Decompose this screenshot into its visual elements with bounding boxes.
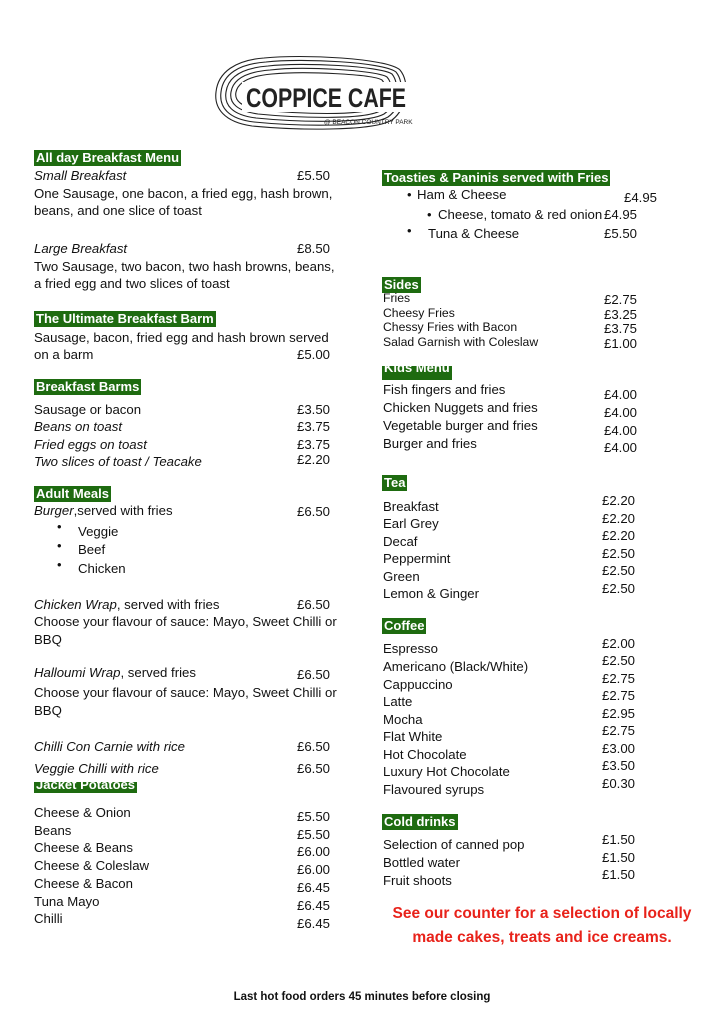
coffee-price: £2.00 (602, 636, 636, 651)
bullet-icon: • (407, 223, 412, 238)
cold-drink-price: £1.50 (602, 850, 636, 865)
tea-name: Decaf (383, 534, 418, 549)
menu-item-price: £3.75 (297, 419, 331, 434)
promo-line-1: See our counter for a selection of locally (392, 905, 692, 922)
closing-notice: Last hot food orders 45 minutes before closing (233, 991, 491, 1003)
veggie-chilli-name: Veggie Chilli with rice (34, 761, 159, 776)
tea-name: Peppermint (383, 551, 451, 566)
toasties-header: Toasties & Paninis served with Fries (384, 170, 609, 185)
coffee-price: £2.75 (602, 688, 636, 703)
side-name: Chessy Fries with Bacon (383, 320, 518, 334)
adult-meals-header: Adult Meals (36, 486, 109, 501)
coffee-name: Flavoured syrups (383, 782, 485, 797)
menu-item-name: Cheese & Onion (34, 805, 131, 820)
coffee-name: Espresso (383, 641, 438, 656)
toastie-name: Cheese, tomato & red onion (438, 207, 603, 222)
menu-item-price: £5.50 (297, 809, 331, 824)
tea-header: Tea (384, 475, 406, 490)
bullet-icon: • (407, 187, 412, 202)
halloumi-wrap-desc: , served fries (120, 665, 196, 680)
bullet-icon: • (57, 519, 62, 534)
chicken-wrap-name: Chicken Wrap (34, 597, 117, 612)
menu-item-price: £3.75 (297, 437, 331, 452)
coffee-header: Coffee (384, 618, 425, 633)
chilli-con-carne-name: Chilli Con Carnie with rice (34, 739, 185, 754)
kids-item-name: Burger and fries (383, 436, 477, 451)
cold-drinks-header: Cold drinks (384, 814, 456, 829)
tea-price: £2.20 (602, 528, 636, 543)
burger-option: Veggie (78, 524, 119, 539)
menu-item-name: Two slices of toast / Teacake (34, 454, 202, 469)
kids-menu-header: Kids Menu (382, 366, 452, 380)
burger-price: £6.50 (297, 504, 331, 519)
menu-item-price: £6.00 (297, 862, 331, 877)
coffee-price: £3.00 (602, 741, 636, 756)
tea-name: Green (383, 569, 420, 584)
side-name: Cheesy Fries (383, 306, 455, 320)
menu-item-price: £6.00 (297, 844, 331, 859)
menu-item-name: Chilli (34, 911, 63, 926)
coffee-name: Cappuccino (383, 677, 453, 692)
halloumi-wrap-line (34, 664, 196, 681)
large-breakfast-price: £8.50 (297, 241, 331, 256)
menu-item-price: £6.45 (297, 898, 331, 913)
tea-price: £2.20 (602, 511, 636, 526)
side-price: £3.25 (604, 307, 638, 322)
side-price: £1.00 (604, 336, 638, 351)
ultimate-barm-header: The Ultimate Breakfast Barm (36, 311, 214, 326)
svg-text:@ BEACON COUNTRY PARK: @ BEACON COUNTRY PARK (324, 119, 413, 126)
toastie-name: Tuna & Cheese (428, 226, 520, 241)
tea-price: £2.50 (602, 581, 636, 596)
coffee-name: Luxury Hot Chocolate (383, 764, 510, 779)
ultimate-barm-desc: Sausage, bacon, fried egg and hash brown served (34, 330, 329, 345)
menu-item-name: Beans on toast (34, 419, 122, 434)
cold-drink-price: £1.50 (602, 832, 636, 847)
side-name: Salad Garnish with Coleslaw (383, 335, 539, 349)
coffee-price: £3.50 (602, 758, 636, 773)
halloumi-wrap-price: £6.50 (297, 667, 331, 682)
kids-item-price: £4.00 (604, 423, 638, 438)
burger-option: Beef (78, 542, 106, 557)
kids-item-price: £4.00 (604, 440, 638, 455)
coffee-name: Americano (Black/White) (383, 659, 529, 674)
large-breakfast-name: Large Breakfast (34, 241, 128, 256)
bullet-icon: • (57, 538, 62, 553)
tea-price: £2.50 (602, 546, 636, 561)
menu-item-name: Beans (34, 823, 72, 838)
menu-item-price: £5.50 (297, 827, 331, 842)
kids-item-name: Chicken Nuggets and fries (383, 400, 538, 415)
tea-price: £2.50 (602, 563, 636, 578)
kids-item-name: Vegetable burger and fries (383, 418, 538, 433)
ultimate-barm-desc-2: on a barm (34, 347, 94, 362)
menu-item-name: Fried eggs on toast (34, 437, 147, 452)
side-name: Fries (383, 291, 411, 305)
toastie-price: £5.50 (604, 226, 638, 241)
halloumi-wrap-sauce-2: BBQ (34, 703, 62, 718)
chilli-con-carne-price: £6.50 (297, 739, 331, 754)
coffee-price: £0.30 (602, 776, 636, 791)
halloumi-wrap-name: Halloumi Wrap (34, 665, 121, 680)
cold-drink-name: Fruit shoots (383, 873, 452, 888)
tea-price: £2.20 (602, 493, 636, 508)
coffee-name: Hot Chocolate (383, 747, 467, 762)
coffee-name: Latte (383, 694, 413, 709)
menu-item-name: Sausage or bacon (34, 402, 142, 417)
menu-item-name: Cheese & Bacon (34, 876, 133, 891)
bullet-icon: • (427, 207, 432, 222)
veggie-chilli-price: £6.50 (297, 761, 331, 776)
jacket-potatoes-header: Jacket Potatoes (36, 777, 135, 792)
small-breakfast-desc: One Sausage, one bacon, a fried egg, hash brown, (34, 186, 333, 201)
chicken-wrap-desc: , served with fries (116, 597, 220, 612)
chicken-wrap-sauce-2: BBQ (34, 632, 62, 647)
menu-item-price: £2.20 (297, 452, 331, 467)
chicken-wrap-line (34, 596, 219, 613)
side-price: £2.75 (604, 292, 638, 307)
promo-line-2: made cakes, treats and ice creams. (412, 929, 672, 946)
chicken-wrap-sauce: Choose your flavour of sauce: Mayo, Sweet Chilli or (34, 614, 337, 629)
svg-text:COPPICE CAFE: COPPICE CAFE (246, 83, 406, 113)
tree-rings-logo-icon (212, 52, 412, 132)
large-breakfast-desc-2: a fried egg and two slices of toast (34, 276, 230, 291)
toastie-price: £4.95 (624, 190, 658, 205)
toastie-price: £4.95 (604, 207, 638, 222)
menu-item-name: Cheese & Coleslaw (34, 858, 150, 873)
halloumi-wrap-sauce: Choose your flavour of sauce: Mayo, Sweet Chilli or (34, 685, 337, 700)
coffee-name: Flat White (383, 729, 443, 744)
coffee-price: £2.95 (602, 706, 636, 721)
bullet-icon: • (57, 557, 62, 572)
coffee-price: £2.75 (602, 671, 636, 686)
chicken-wrap-price: £6.50 (297, 597, 331, 612)
burger-line (34, 502, 173, 519)
kids-item-name: Fish fingers and fries (383, 382, 506, 397)
burger-desc: ,served with fries (73, 503, 173, 518)
coffee-price: £2.50 (602, 653, 636, 668)
menu-item-name: Tuna Mayo (34, 894, 100, 909)
toastie-name: Ham & Cheese (417, 187, 507, 202)
cold-drink-name: Selection of canned pop (383, 837, 525, 852)
burger-option: Chicken (78, 561, 126, 576)
tea-name: Lemon & Ginger (383, 586, 480, 601)
breakfast-menu-header: All day Breakfast Menu (36, 150, 180, 165)
small-breakfast-desc-2: beans, and one slice of toast (34, 203, 202, 218)
breakfast-barms-header: Breakfast Barms (36, 379, 140, 394)
tea-name: Earl Grey (383, 516, 439, 531)
sides-header: Sides (384, 277, 419, 292)
kids-item-price: £4.00 (604, 405, 638, 420)
coffee-price: £2.75 (602, 723, 636, 738)
small-breakfast-price: £5.50 (297, 168, 331, 183)
tea-name: Breakfast (383, 499, 439, 514)
ultimate-barm-price: £5.00 (297, 347, 331, 362)
menu-item-price: £6.45 (297, 916, 331, 931)
menu-item-name: Cheese & Beans (34, 840, 133, 855)
menu-item-price: £6.45 (297, 880, 331, 895)
small-breakfast-name: Small Breakfast (34, 168, 127, 183)
burger-name: Burger (34, 503, 74, 518)
cold-drink-price: £1.50 (602, 867, 636, 882)
menu-item-price: £3.50 (297, 402, 331, 417)
side-price: £3.75 (604, 321, 638, 336)
large-breakfast-desc: Two Sausage, two bacon, two hash browns, beans, (34, 259, 335, 274)
coffee-name: Mocha (383, 712, 423, 727)
coppice-cafe-logo (212, 52, 412, 132)
cold-drink-name: Bottled water (383, 855, 460, 870)
kids-item-price: £4.00 (604, 387, 638, 402)
